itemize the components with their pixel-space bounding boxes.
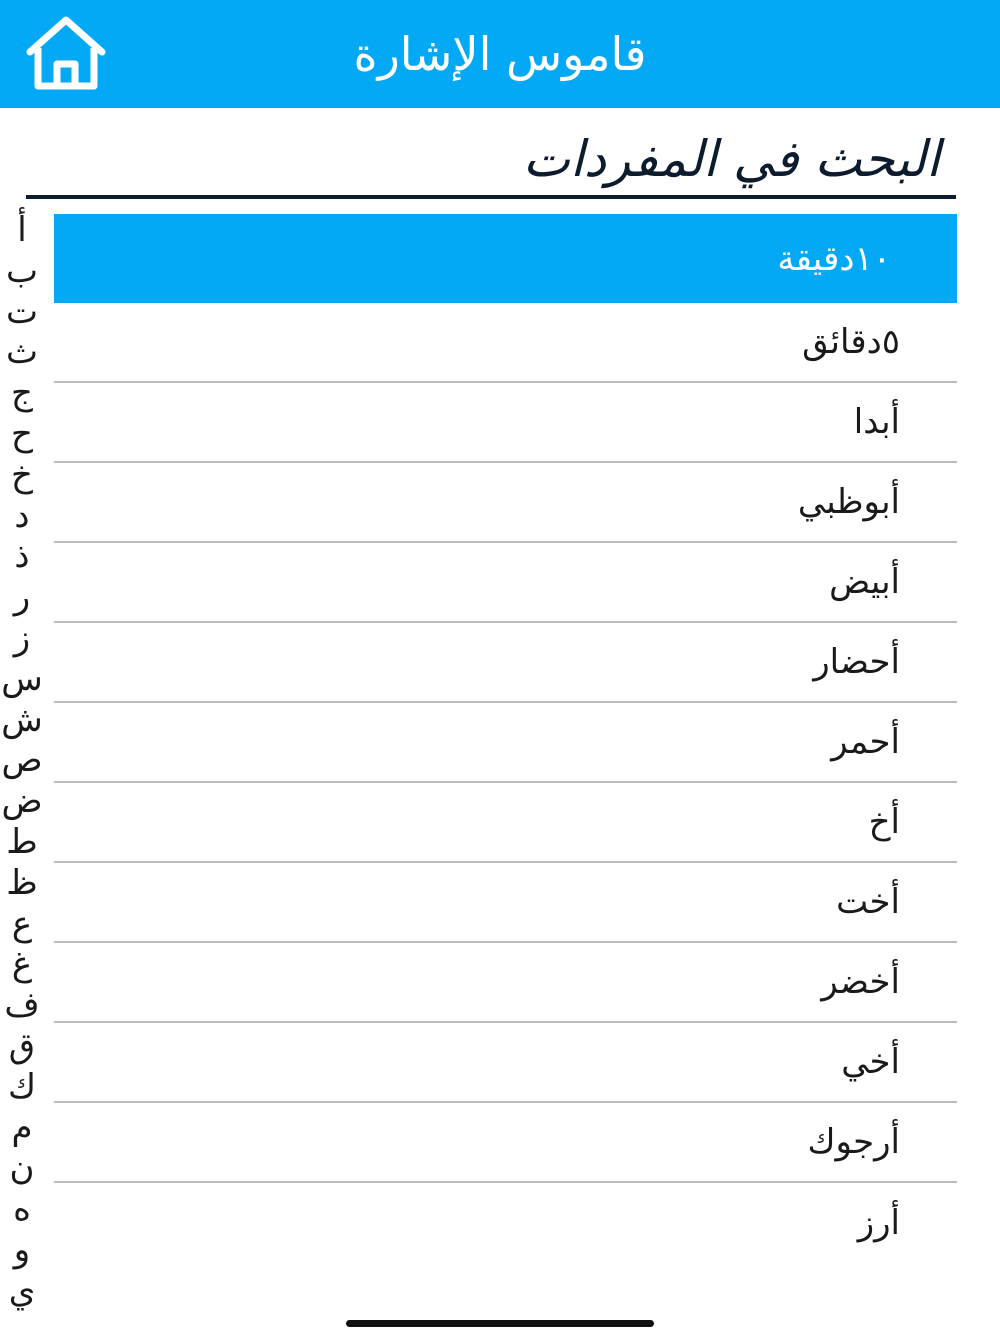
alphabet-letter[interactable]: ص xyxy=(1,740,43,781)
word-label: ٥دقائق xyxy=(802,322,900,362)
word-item-selected[interactable] xyxy=(54,214,957,303)
alphabet-letter[interactable]: ج xyxy=(11,373,33,414)
word-label: أحمر xyxy=(831,722,900,762)
word-label: ١٠دقيقة xyxy=(777,238,891,279)
alphabet-letter[interactable]: س xyxy=(1,658,43,699)
word-item[interactable] xyxy=(54,863,957,943)
word-label: أبوظبي xyxy=(797,482,900,522)
section-divider xyxy=(26,195,956,199)
alphabet-index xyxy=(0,210,44,1334)
alphabet-letter[interactable]: ذ xyxy=(14,536,30,577)
alphabet-letter[interactable]: ن xyxy=(9,1148,35,1189)
word-item[interactable] xyxy=(54,383,957,463)
alphabet-letter[interactable]: ظ xyxy=(6,862,38,903)
alphabet-letter[interactable]: ش xyxy=(1,699,43,740)
word-item[interactable] xyxy=(54,303,957,383)
alphabet-letter[interactable]: ض xyxy=(1,781,43,822)
app-header xyxy=(0,0,1000,108)
word-label: أبدا xyxy=(853,402,900,442)
alphabet-letter[interactable]: و xyxy=(13,1229,31,1270)
word-item[interactable] xyxy=(54,543,957,623)
alphabet-letter[interactable]: ز xyxy=(13,617,31,658)
alphabet-letter[interactable]: م xyxy=(11,1107,33,1148)
word-label: أبيض xyxy=(829,562,900,602)
home-indicator xyxy=(346,1320,654,1327)
alphabet-letter[interactable]: د xyxy=(14,495,30,536)
alphabet-letter[interactable]: ث xyxy=(5,332,38,373)
section-title: البحث في المفردات xyxy=(522,130,940,188)
word-label: أخي xyxy=(841,1042,900,1082)
alphabet-letter[interactable]: أ xyxy=(17,210,27,250)
word-item[interactable] xyxy=(54,1183,957,1263)
alphabet-letter[interactable]: ت xyxy=(5,291,38,332)
alphabet-letter[interactable]: ر xyxy=(13,577,31,618)
word-item[interactable] xyxy=(54,1103,957,1183)
alphabet-letter[interactable]: ع xyxy=(11,903,33,944)
word-item[interactable] xyxy=(54,783,957,863)
alphabet-letter[interactable]: ق xyxy=(8,1025,36,1066)
alphabet-letter[interactable]: ك xyxy=(7,1066,37,1107)
alphabet-letter[interactable]: ي xyxy=(8,1270,36,1311)
word-label: أخ xyxy=(868,802,900,842)
word-item[interactable] xyxy=(54,463,957,543)
page-title: قاموس الإشارة xyxy=(353,27,647,81)
alphabet-letter[interactable]: خ xyxy=(11,454,33,495)
word-item[interactable] xyxy=(54,943,957,1023)
alphabet-letter[interactable]: ب xyxy=(5,250,38,291)
alphabet-letter[interactable]: ه xyxy=(13,1189,31,1230)
alphabet-letter[interactable]: ح xyxy=(11,413,33,454)
alphabet-letter[interactable]: ف xyxy=(4,985,40,1026)
alphabet-letter[interactable]: ط xyxy=(6,821,38,862)
word-item[interactable] xyxy=(54,703,957,783)
word-label: أرجوك xyxy=(807,1122,900,1162)
word-item[interactable] xyxy=(54,1023,957,1103)
word-list xyxy=(54,214,957,1263)
word-label: أخت xyxy=(836,882,900,922)
word-label: أخضر xyxy=(821,962,900,1002)
word-item[interactable] xyxy=(54,623,957,703)
word-label: أحضار xyxy=(813,642,900,682)
alphabet-letter[interactable]: غ xyxy=(11,944,33,985)
word-label: أرز xyxy=(857,1203,900,1243)
